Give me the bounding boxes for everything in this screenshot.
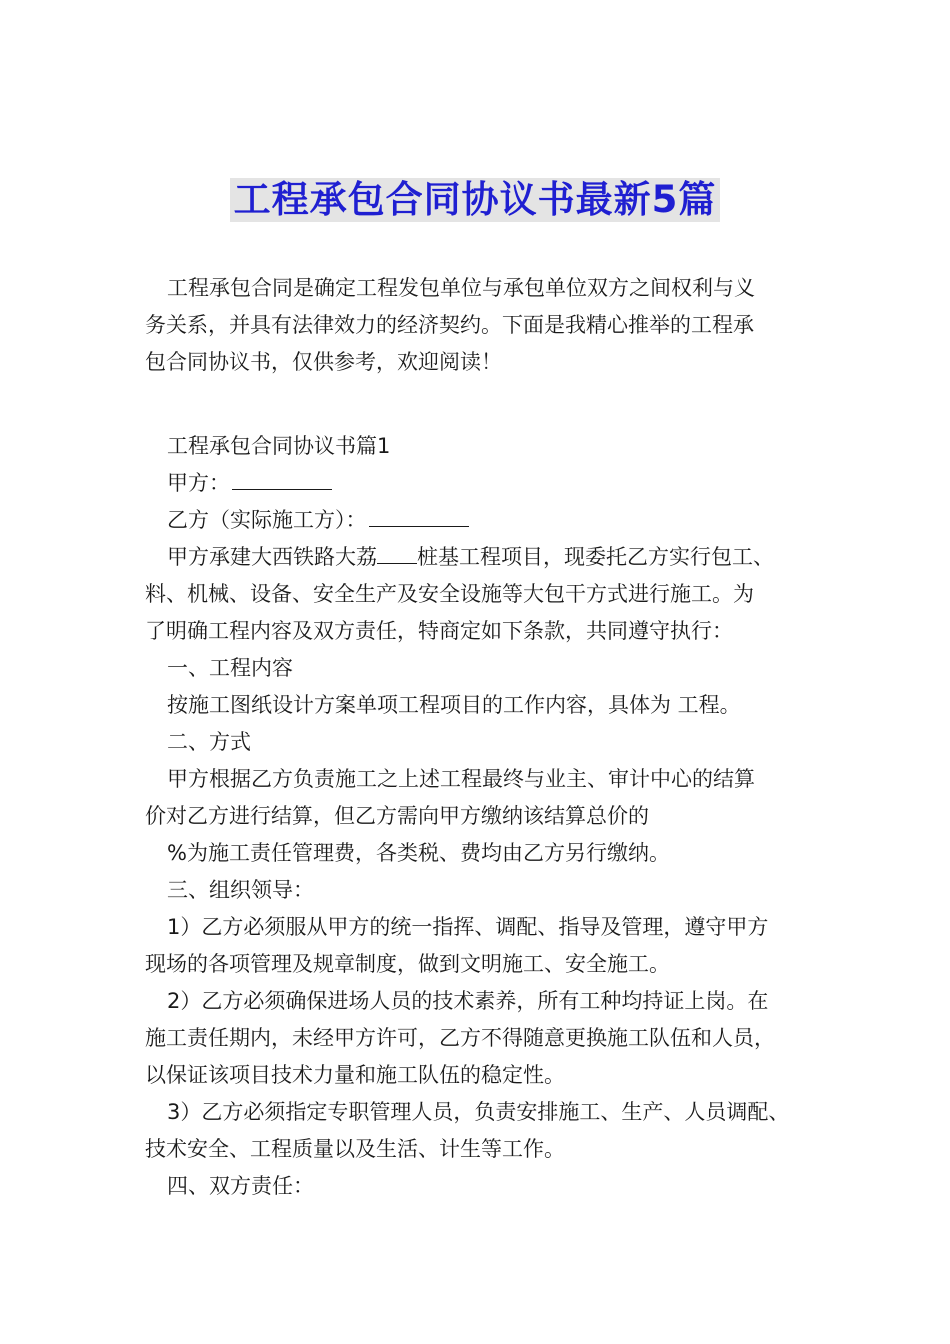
paragraph-gap [145,381,825,418]
paragraph-line [145,539,825,576]
section-heading: 工程承包合同协议书篇1 [167,434,391,458]
paragraph-line: 了明确工程内容及双方责任，特商定如下条款，共同遵守执行： [145,619,733,643]
list-item: 1）乙方必须服从甲方的统一指挥、调配、指导及管理，遵守甲方 [167,915,769,939]
clause-text: 甲方根据乙方负责施工之上述工程最终与业主、审计中心的结算 [167,767,755,791]
party-a-label: 甲方： [167,471,230,495]
list-item: 技术安全、工程质量以及生活、计生等工作。 [145,1137,565,1161]
list-item: 3）乙方必须指定专职管理人员，负责安排施工、生产、人员调配、 [167,1100,790,1124]
clause-text: 价对乙方进行结算，但乙方需向甲方缴纳该结算总价的 [145,804,649,828]
paragraph-line: 料、机械、设备、安全生产及安全设施等大包干方式进行施工。为 [145,582,754,606]
list-item: 2）乙方必须确保进场人员的技术素养，所有工种均持证上岗。在 [167,989,769,1013]
list-item: 施工责任期内，未经甲方许可，乙方不得随意更换施工队伍和人员， [145,1026,775,1050]
list-item: 以保证该项目技术力量和施工队伍的稳定性。 [145,1063,565,1087]
party-a-line [145,465,825,502]
clause-text: %为施工责任管理费，各类税、费均由乙方另行缴纳。 [167,841,670,865]
list-item: 现场的各项管理及规章制度，做到文明施工、安全施工。 [145,952,670,976]
title-container [0,178,950,222]
project-blank [377,541,417,564]
party-b-label: 乙方（实际施工方）： [167,508,367,532]
intro-line: 包合同协议书，仅供参考，欢迎阅读！ [145,350,502,374]
clause-heading: 三、组织领导： [167,878,314,902]
document-body [145,270,825,1205]
party-b-line [145,502,825,539]
party-a-blank [232,465,332,490]
paragraph-text: 桩基工程项目，现委托乙方实行包工、 [417,545,774,569]
clause-heading: 四、双方责任： [167,1174,314,1198]
intro-line: 务关系，并具有法律效力的经济契约。下面是我精心推举的工程承 [145,313,754,337]
clause-text: 按施工图纸设计方案单项工程项目的工作内容，具体为 工程。 [167,693,741,717]
intro-line: 工程承包合同是确定工程发包单位与承包单位双方之间权利与义 [167,276,755,300]
party-b-blank [369,502,469,527]
clause-heading: 二、方式 [167,730,251,754]
document-title: 工程承包合同协议书最新5篇 [230,178,721,222]
clause-heading: 一、工程内容 [167,656,293,680]
paragraph-text: 甲方承建大西铁路大荔 [167,545,377,569]
